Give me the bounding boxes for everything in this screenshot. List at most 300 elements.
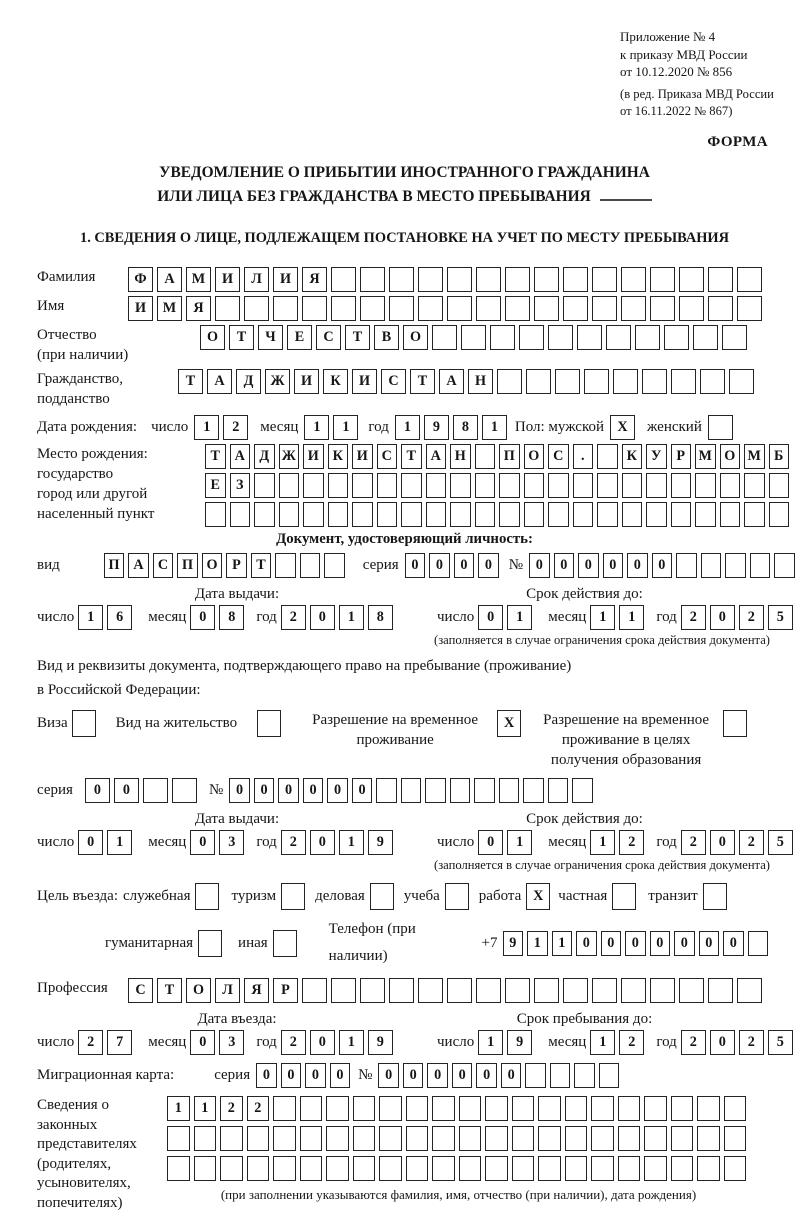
- char-box: 0: [674, 931, 695, 956]
- char-box: [505, 267, 530, 292]
- char-box: [538, 1126, 561, 1151]
- char-box: [302, 296, 327, 321]
- char-box: [613, 369, 638, 394]
- char-box: [505, 296, 530, 321]
- char-box: [635, 325, 660, 350]
- surname-cells: [128, 267, 766, 292]
- char-box: [205, 502, 226, 527]
- char-box: 1: [167, 1096, 190, 1121]
- representatives-label: Сведения о законных представителях (родителях, усыновителях, попечителях): [37, 1097, 137, 1211]
- char-box: М: [695, 444, 716, 469]
- birth-place-line2: [205, 473, 793, 498]
- identity-doc-dates: [37, 586, 784, 648]
- section1-heading: 1. СВЕДЕНИЯ О ЛИЦЕ, ПОДЛЕЖАЩЕМ ПОСТАНОВКЕ НА УЧЕТ ПО МЕСТУ ПРЕБЫВАНИЯ: [80, 230, 729, 247]
- char-box: [534, 296, 559, 321]
- char-box: [194, 1126, 217, 1151]
- patronymic-label: Отчество (при наличии): [37, 327, 129, 364]
- month-label: месяц: [260, 419, 299, 436]
- char-box: 0: [710, 830, 735, 855]
- birth-place-line1: [205, 444, 793, 469]
- char-box: 0: [603, 553, 624, 578]
- issue-day: [78, 830, 136, 855]
- day-label: число: [37, 834, 75, 851]
- char-box: [597, 444, 618, 469]
- entry-month: [190, 1030, 248, 1055]
- official-label: служебная: [122, 888, 191, 905]
- birth-place-label: Место рождения: государство город или другой населенный пункт: [37, 446, 155, 523]
- char-box: 0: [114, 778, 139, 803]
- char-box: С: [316, 325, 341, 350]
- char-box: [621, 296, 646, 321]
- char-box: 1: [107, 830, 132, 855]
- char-box: [376, 778, 397, 803]
- birth-date-row: [37, 415, 772, 440]
- char-box: [644, 1156, 667, 1181]
- other-label: иная: [238, 934, 268, 951]
- representatives-row: [37, 1096, 772, 1213]
- char-box: 9: [503, 931, 524, 956]
- char-box: [72, 710, 96, 737]
- char-box: [143, 778, 168, 803]
- tourism-label: туризм: [231, 888, 277, 905]
- char-box: [281, 883, 305, 910]
- char-box: Н: [450, 444, 471, 469]
- char-box: О: [720, 444, 741, 469]
- char-box: [273, 296, 298, 321]
- char-box: [331, 296, 356, 321]
- entry-year: [281, 1030, 397, 1055]
- form-title-line2: ИЛИ ЛИЦА БЕЗ ГРАЖДАНСТВА В МЕСТО ПРЕБЫВАНИЯ: [37, 185, 772, 209]
- char-box: [697, 1126, 720, 1151]
- char-box: [331, 267, 356, 292]
- char-box: [769, 473, 790, 498]
- char-box: [534, 978, 559, 1003]
- char-box: [664, 325, 689, 350]
- humanitarian-label: гуманитарная: [105, 934, 194, 951]
- char-box: [247, 1156, 270, 1181]
- char-box: 0: [429, 553, 450, 578]
- series-label: серия: [214, 1067, 251, 1084]
- char-box: Д: [236, 369, 261, 394]
- char-box: [650, 267, 675, 292]
- business-label: деловая: [315, 888, 365, 905]
- stay-month: [590, 1030, 648, 1055]
- series-label: серия: [37, 782, 73, 799]
- char-box: [703, 883, 727, 910]
- char-box: 2: [281, 605, 306, 630]
- char-box: [671, 1156, 694, 1181]
- tourism-box: [281, 883, 309, 910]
- char-box: [450, 778, 471, 803]
- residence-series-cells: [85, 778, 201, 803]
- char-box: [172, 778, 197, 803]
- transit-label: транзит: [648, 888, 698, 905]
- char-box: [353, 1156, 376, 1181]
- expiry-heading: Срок действия до:: [526, 811, 643, 828]
- char-box: С: [377, 444, 398, 469]
- char-box: [370, 883, 394, 910]
- patronymic-row: [37, 325, 772, 365]
- char-box: 1: [527, 931, 548, 956]
- char-box: 5: [768, 605, 793, 630]
- birth-day-cells: [194, 415, 252, 440]
- char-box: [450, 502, 471, 527]
- char-box: [642, 369, 667, 394]
- char-box: [497, 369, 522, 394]
- temp-residence-box: [497, 710, 525, 737]
- char-box: В: [374, 325, 399, 350]
- gender-female-label: женский: [647, 419, 702, 436]
- char-box: 0: [529, 553, 550, 578]
- residence-doc-series-row: [37, 778, 772, 803]
- char-box: [548, 325, 573, 350]
- char-box: К: [328, 444, 349, 469]
- char-box: И: [303, 444, 324, 469]
- char-box: [526, 369, 551, 394]
- representatives-grid: [167, 1096, 750, 1203]
- char-box: [352, 502, 373, 527]
- month-label: месяц: [548, 609, 587, 626]
- gender-male-label: Пол: мужской: [514, 419, 605, 436]
- char-box: [697, 1096, 720, 1121]
- char-box: [701, 553, 722, 578]
- char-box: 8: [368, 605, 393, 630]
- transit-box: [703, 883, 731, 910]
- char-box: 1: [590, 605, 615, 630]
- char-box: [700, 369, 725, 394]
- other-box: [273, 930, 301, 957]
- char-box: [328, 473, 349, 498]
- char-box: [538, 1096, 561, 1121]
- char-box: [591, 1126, 614, 1151]
- expiry-heading: Срок действия до:: [526, 586, 643, 603]
- char-box: [592, 267, 617, 292]
- char-box: 0: [190, 1030, 215, 1055]
- char-box: [697, 1156, 720, 1181]
- char-box: [650, 978, 675, 1003]
- char-box: У: [646, 444, 667, 469]
- char-box: О: [403, 325, 428, 350]
- char-box: [708, 296, 733, 321]
- char-box: 0: [378, 1063, 399, 1088]
- char-box: [379, 1156, 402, 1181]
- char-box: [406, 1156, 429, 1181]
- char-box: 0: [650, 931, 671, 956]
- char-box: [505, 978, 530, 1003]
- char-box: 3: [219, 1030, 244, 1055]
- year-label: год: [256, 1034, 277, 1051]
- char-box: [360, 978, 385, 1003]
- char-box: К: [323, 369, 348, 394]
- month-label: месяц: [148, 609, 187, 626]
- char-box: [577, 325, 602, 350]
- char-box: [621, 978, 646, 1003]
- char-box: [737, 296, 762, 321]
- char-box: [476, 296, 501, 321]
- char-box: А: [426, 444, 447, 469]
- migration-card-row: [37, 1063, 772, 1088]
- migration-card-label: Миграционная карта:: [37, 1067, 175, 1084]
- char-box: Д: [254, 444, 275, 469]
- doc-number-label: №: [508, 557, 523, 574]
- char-box: [475, 444, 496, 469]
- char-box: О: [202, 553, 223, 578]
- char-box: [445, 883, 469, 910]
- issue-heading: Дата выдачи:: [194, 586, 280, 603]
- char-box: [220, 1126, 243, 1151]
- char-box: [744, 502, 765, 527]
- char-box: Т: [401, 444, 422, 469]
- char-box: 0: [330, 1063, 351, 1088]
- char-box: [326, 1096, 349, 1121]
- char-box: [273, 930, 297, 957]
- char-box: [432, 1096, 455, 1121]
- char-box: [426, 473, 447, 498]
- char-box: 8: [453, 415, 478, 440]
- char-box: [724, 1126, 747, 1151]
- char-box: О: [200, 325, 225, 350]
- char-box: 0: [310, 830, 335, 855]
- char-box: [512, 1126, 535, 1151]
- char-box: [254, 473, 275, 498]
- char-box: 9: [368, 830, 393, 855]
- official-box: [195, 883, 223, 910]
- doc-kind-cells: [104, 553, 349, 578]
- char-box: 0: [452, 1063, 473, 1088]
- year-label: год: [256, 834, 277, 851]
- number-label: №: [208, 782, 224, 799]
- char-box: 0: [710, 605, 735, 630]
- char-box: П: [104, 553, 125, 578]
- doc-number-cells: [529, 553, 799, 578]
- edition-line: от 16.11.2022 № 867): [620, 103, 733, 118]
- char-box: [548, 778, 569, 803]
- char-box: 0: [327, 778, 348, 803]
- char-box: Я: [244, 978, 269, 1003]
- char-box: [257, 710, 281, 737]
- char-box: 1: [507, 830, 532, 855]
- char-box: [406, 1126, 429, 1151]
- char-box: 0: [723, 931, 744, 956]
- birth-place-line3: [205, 502, 793, 527]
- char-box: 1: [339, 605, 364, 630]
- char-box: 2: [220, 1096, 243, 1121]
- char-box: [302, 978, 327, 1003]
- char-box: И: [273, 267, 298, 292]
- char-box: [401, 473, 422, 498]
- char-box: Б: [769, 444, 790, 469]
- residence-number-cells: [229, 778, 597, 803]
- char-box: 1: [478, 1030, 503, 1055]
- char-box: И: [294, 369, 319, 394]
- char-box: [646, 502, 667, 527]
- char-box: 1: [395, 415, 420, 440]
- char-box: [279, 502, 300, 527]
- profession-row: [37, 978, 772, 1003]
- char-box: 1: [619, 605, 644, 630]
- char-box: [523, 778, 544, 803]
- char-box: З: [230, 473, 251, 498]
- char-box: [447, 267, 472, 292]
- stay-day: [478, 1030, 536, 1055]
- day-label: число: [151, 419, 189, 436]
- char-box: X: [497, 710, 521, 737]
- char-box: [406, 1096, 429, 1121]
- char-box: 6: [107, 605, 132, 630]
- char-box: И: [352, 444, 373, 469]
- char-box: 0: [278, 778, 299, 803]
- char-box: [722, 325, 747, 350]
- char-box: М: [186, 267, 211, 292]
- char-box: [220, 1156, 243, 1181]
- char-box: [525, 1063, 546, 1088]
- char-box: [618, 1156, 641, 1181]
- char-box: С: [548, 444, 569, 469]
- char-box: [592, 978, 617, 1003]
- char-box: 2: [619, 1030, 644, 1055]
- char-box: 0: [427, 1063, 448, 1088]
- char-box: [695, 473, 716, 498]
- char-box: [720, 502, 741, 527]
- char-box: [244, 296, 269, 321]
- char-box: [352, 473, 373, 498]
- char-box: [379, 1096, 402, 1121]
- char-box: 2: [281, 830, 306, 855]
- char-box: [591, 1156, 614, 1181]
- char-box: 0: [254, 778, 275, 803]
- char-box: 1: [333, 415, 358, 440]
- char-box: [592, 296, 617, 321]
- appendix-line: от 10.12.2020 № 856: [620, 64, 733, 80]
- char-box: [708, 415, 733, 440]
- char-box: [565, 1096, 588, 1121]
- residence-permit-label: Вид на жительство: [115, 715, 238, 732]
- char-box: [769, 502, 790, 527]
- form-label: ФОРМА: [707, 133, 768, 150]
- char-box: 0: [256, 1063, 277, 1088]
- day-label: число: [437, 1034, 475, 1051]
- entry-dates: [37, 1011, 784, 1055]
- representatives-line1: [167, 1096, 750, 1121]
- issue-year: [281, 605, 397, 630]
- char-box: [426, 502, 447, 527]
- char-box: [450, 473, 471, 498]
- char-box: [379, 1126, 402, 1151]
- char-box: [300, 1156, 323, 1181]
- given-name-row: [37, 296, 772, 321]
- char-box: [563, 296, 588, 321]
- char-box: М: [157, 296, 182, 321]
- citizenship-row: [37, 369, 772, 409]
- char-box: 7: [107, 1030, 132, 1055]
- month-label: месяц: [148, 1034, 187, 1051]
- humanitarian-box: [198, 930, 226, 957]
- char-box: А: [439, 369, 464, 394]
- char-box: [328, 502, 349, 527]
- year-label: год: [368, 419, 389, 436]
- char-box: [485, 1096, 508, 1121]
- issue-heading: Дата выдачи:: [194, 811, 280, 828]
- char-box: [326, 1126, 349, 1151]
- private-box: [612, 883, 640, 910]
- gender-male-box: [610, 415, 639, 440]
- char-box: Е: [205, 473, 226, 498]
- expiry-year: [681, 605, 797, 630]
- business-box: [370, 883, 398, 910]
- char-box: [377, 502, 398, 527]
- char-box: [425, 778, 446, 803]
- char-box: [534, 267, 559, 292]
- char-box: [565, 1126, 588, 1151]
- expiry-note: (заполняется в случае ограничения срока действия документа): [434, 858, 770, 873]
- char-box: [389, 296, 414, 321]
- char-box: [499, 473, 520, 498]
- char-box: 1: [507, 605, 532, 630]
- char-box: [331, 978, 356, 1003]
- patronymic-cells: [200, 325, 751, 350]
- char-box: О: [186, 978, 211, 1003]
- char-box: [279, 473, 300, 498]
- citizenship-cells: [178, 369, 758, 394]
- char-box: [418, 296, 443, 321]
- char-box: 2: [281, 1030, 306, 1055]
- char-box: [708, 978, 733, 1003]
- expiry-day: [478, 830, 536, 855]
- char-box: [401, 778, 422, 803]
- year-label: год: [256, 609, 277, 626]
- visit-purpose-row1: [37, 883, 772, 910]
- char-box: 1: [339, 1030, 364, 1055]
- private-label: частная: [558, 888, 608, 905]
- char-box: [679, 978, 704, 1003]
- char-box: [326, 1156, 349, 1181]
- char-box: 2: [739, 1030, 764, 1055]
- char-box: 0: [578, 553, 599, 578]
- issue-month: [190, 605, 248, 630]
- char-box: [748, 931, 769, 956]
- char-box: А: [157, 267, 182, 292]
- char-box: 1: [339, 830, 364, 855]
- month-label: месяц: [548, 1034, 587, 1051]
- char-box: [724, 1156, 747, 1181]
- char-box: [512, 1096, 535, 1121]
- char-box: Ф: [128, 267, 153, 292]
- char-box: [447, 296, 472, 321]
- year-label: год: [656, 834, 677, 851]
- char-box: [774, 553, 795, 578]
- identity-doc-heading: Документ, удостоверяющий личность:: [276, 531, 533, 548]
- given-name-cells: [128, 296, 766, 321]
- education-residence-box: [723, 710, 751, 737]
- char-box: [519, 325, 544, 350]
- char-box: [723, 710, 747, 737]
- char-box: 3: [219, 830, 244, 855]
- residence-doc-intro: Вид и реквизиты документа, подтверждающего право на пребывание (проживание) в Российской Федерации:: [37, 658, 572, 699]
- char-box: [599, 1063, 620, 1088]
- char-box: 0: [699, 931, 720, 956]
- char-box: С: [153, 553, 174, 578]
- appendix-header: [620, 28, 810, 120]
- visit-purpose-row2: [105, 916, 772, 970]
- work-label: работа: [478, 888, 522, 905]
- char-box: [550, 1063, 571, 1088]
- char-box: 0: [478, 553, 499, 578]
- expiry-year: [681, 830, 797, 855]
- residence-doc-dates: [37, 811, 784, 873]
- char-box: 0: [710, 1030, 735, 1055]
- char-box: [618, 1096, 641, 1121]
- char-box: А: [207, 369, 232, 394]
